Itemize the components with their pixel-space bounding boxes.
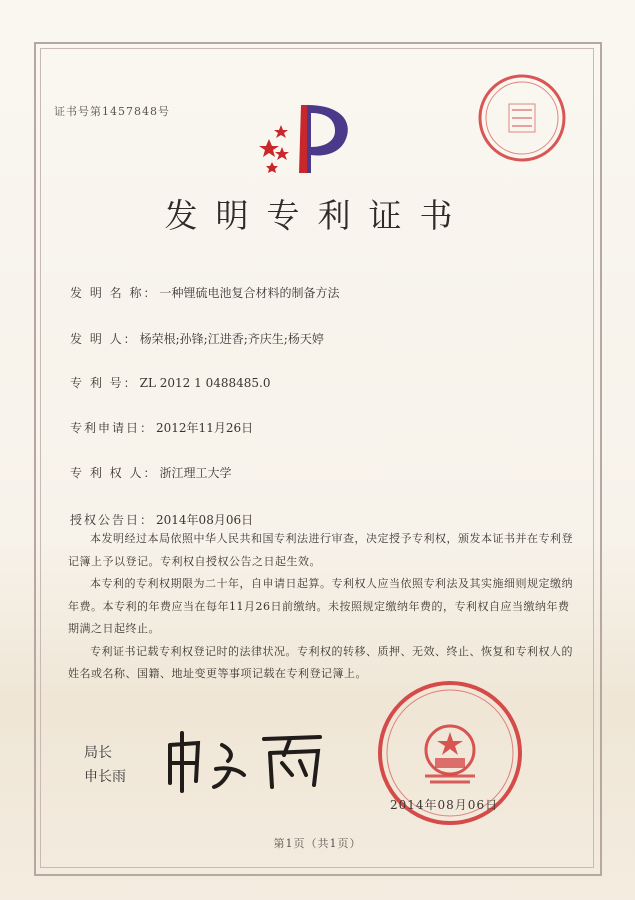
inventor-value: 杨荣根;孙锋;江进香;齐庆生;杨天婷 [139, 332, 324, 346]
invention-name-row [70, 284, 339, 301]
director-name: 申长雨 [84, 769, 126, 785]
agency-seal-icon [476, 72, 568, 164]
grant-date-row [70, 511, 253, 528]
filing-date-value: 2012年11月26日 [156, 421, 254, 435]
page-number: 第1页（共1页） [273, 837, 362, 850]
body-paragraph-3: 专利证书记载专利权登记时的法律状况。专利权的转移、质押、无效、终止、恢复和专利权人的姓名或名称、国籍、地址变更等事项记载在专利登记簿上。 [68, 644, 573, 680]
patentee-label: 专 利 权 人： [70, 466, 158, 480]
director-role: 局长 [84, 745, 112, 761]
invention-name-label: 发 明 名 称： [70, 286, 158, 300]
director-signature [160, 725, 330, 795]
filing-date-label: 专利申请日： [70, 421, 155, 435]
patent-number-row [70, 374, 270, 391]
patent-number-value: ZL 2012 1 0488485.0 [139, 376, 271, 390]
issue-date: 2014年08月06日 [390, 798, 499, 812]
patent-office-logo-icon [255, 95, 365, 185]
patentee-row [70, 464, 231, 481]
certificate-number: 证书号第1457848号 [54, 105, 170, 118]
patentee-value: 浙江理工大学 [159, 466, 232, 480]
inventor-row [70, 330, 324, 347]
inventor-label: 发 明 人： [70, 332, 138, 346]
grant-date-label: 授权公告日： [70, 513, 155, 527]
certificate-body [68, 528, 573, 686]
body-paragraph-1: 本发明经过本局依照中华人民共和国专利法进行审查，决定授予专利权，颁发本证书并在专利登记簿上予以登记。专利权自授权公告之日起生效。 [68, 532, 573, 568]
filing-date-row [70, 419, 253, 436]
invention-name-value: 一种锂硫电池复合材料的制备方法 [159, 286, 340, 300]
patent-number-label: 专 利 号： [70, 376, 138, 390]
body-paragraph-2: 本专利的专利权期限为二十年，自申请日起算。专利权人应当依照专利法及其实施细则规定缴纳年费。本专利的年费应当在每年11月26日前缴纳。未按照规定缴纳年费的，专利权自应当缴纳年费期满之日起终止。 [68, 577, 573, 635]
grant-date-value: 2014年08月06日 [156, 513, 254, 527]
page-title: 发明专利证书 [164, 196, 471, 235]
